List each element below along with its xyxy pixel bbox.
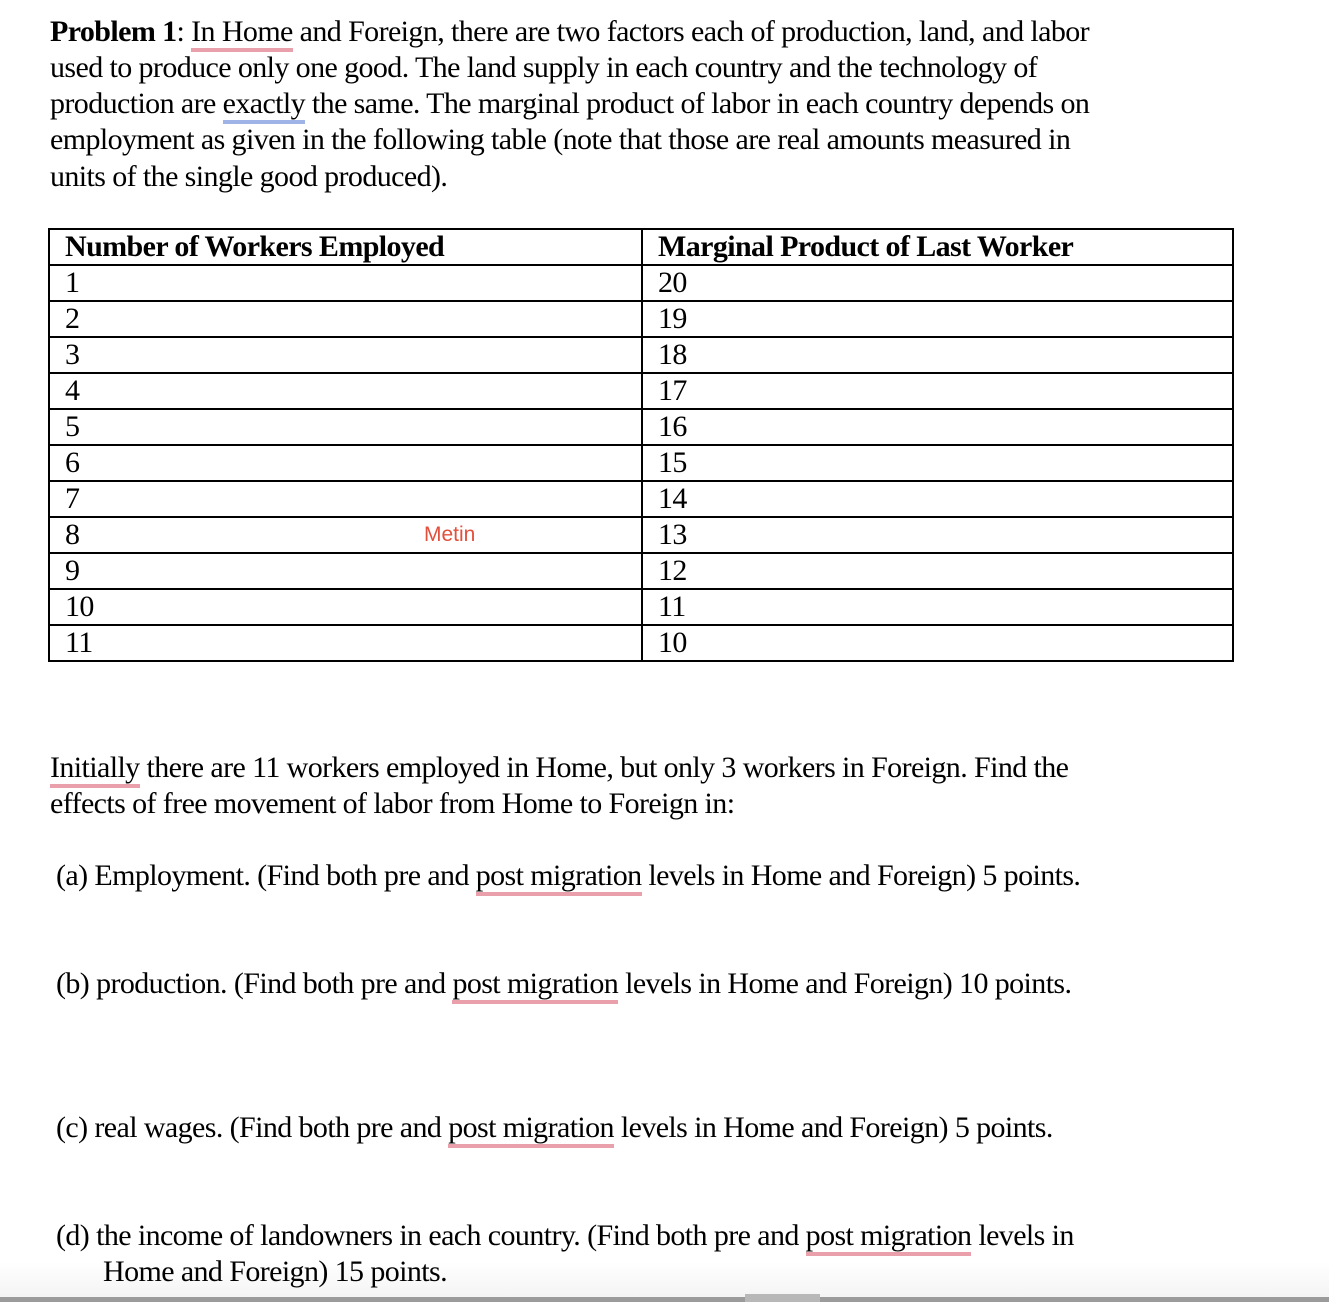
workers-value: 3 <box>65 338 80 371</box>
text: the same. The marginal product of labor in each country depends on <box>305 87 1090 120</box>
workers-value: 1 <box>65 266 80 299</box>
marginal-product-cell: 16 <box>642 409 1233 445</box>
workers-cell <box>49 481 642 517</box>
workers-cell <box>49 625 642 661</box>
text: levels in Home and Foreign) 5 points. <box>613 1111 1053 1144</box>
text: : <box>176 15 192 48</box>
table-row <box>49 481 1233 517</box>
workers-cell <box>49 589 642 625</box>
spellcheck-underlined-text[interactable]: In Home <box>191 15 293 52</box>
table-header-row <box>49 229 1233 265</box>
table-row <box>49 373 1233 409</box>
workers-value: 8 <box>65 518 80 551</box>
table-row <box>49 553 1233 589</box>
text: and Foreign, there are two factors each of production, land, and labor <box>292 15 1090 48</box>
intro-line-4: employment as given in the following table (note that those are real amounts measured in <box>50 123 1071 156</box>
workers-value: 7 <box>65 482 80 515</box>
marginal-product-cell: 14 <box>642 481 1233 517</box>
table-row <box>49 409 1233 445</box>
spellcheck-underlined-text[interactable]: post migration <box>806 1219 972 1256</box>
spellcheck-underlined-text[interactable]: Initially <box>50 751 140 788</box>
intro-line-2: used to produce only one good. The land supply in each country and the technology of <box>50 51 1038 84</box>
workers-cell <box>49 265 642 301</box>
workers-cell <box>49 517 642 553</box>
text: levels in <box>971 1219 1074 1252</box>
grammar-underlined-text[interactable]: exactly <box>223 87 305 124</box>
table-row <box>49 589 1233 625</box>
marginal-product-cell: 13 <box>642 517 1233 553</box>
followup-line-2: effects of free movement of labor from Home to Foreign in: <box>50 787 735 820</box>
header-marginal-product: Marginal Product of Last Worker <box>642 229 1233 265</box>
workers-cell <box>49 409 642 445</box>
intro-line-1 <box>50 14 1089 50</box>
annotation-text: Metin <box>424 523 476 546</box>
workers-cell <box>49 553 642 589</box>
question-b <box>56 966 1071 1002</box>
spellcheck-underlined-text[interactable]: post migration <box>476 859 642 896</box>
question-d <box>56 1218 1074 1254</box>
marginal-product-cell: 10 <box>642 625 1233 661</box>
table-row <box>49 517 1233 553</box>
question-d-continued: Home and Foreign) 15 points. <box>103 1255 447 1288</box>
marginal-product-cell: 20 <box>642 265 1233 301</box>
text: (b) production. (Find both pre and <box>56 967 453 1000</box>
marginal-product-cell: 15 <box>642 445 1233 481</box>
question-c <box>56 1110 1053 1146</box>
table-row <box>49 625 1233 661</box>
text: levels in Home and Foreign) 5 points. <box>641 859 1081 892</box>
spellcheck-underlined-text[interactable]: post migration <box>452 967 618 1004</box>
text: levels in Home and Foreign) 10 points. <box>618 967 1072 1000</box>
workers-value: 2 <box>65 302 80 335</box>
text: (a) Employment. (Find both pre and <box>56 859 476 892</box>
header-workers: Number of Workers Employed <box>49 229 642 265</box>
workers-value: 5 <box>65 410 80 443</box>
text: production are <box>50 87 223 120</box>
table-row <box>49 445 1233 481</box>
table-row <box>49 265 1233 301</box>
marginal-product-cell: 11 <box>642 589 1233 625</box>
scrollbar-thumb[interactable] <box>745 1294 820 1302</box>
horizontal-scrollbar[interactable] <box>0 1297 1329 1302</box>
spellcheck-underlined-text[interactable]: post migration <box>448 1111 614 1148</box>
marginal-product-cell: 19 <box>642 301 1233 337</box>
text: (d) the income of landowners in each country. (Find both pre and <box>56 1219 806 1252</box>
marginal-product-cell: 12 <box>642 553 1233 589</box>
intro-line-3 <box>50 86 1089 122</box>
workers-value: 6 <box>65 446 80 479</box>
workers-value: 10 <box>65 590 94 623</box>
marginal-product-cell: 18 <box>642 337 1233 373</box>
question-a <box>56 858 1080 894</box>
table-row <box>49 301 1233 337</box>
workers-cell <box>49 337 642 373</box>
table-row <box>49 337 1233 373</box>
workers-value: 4 <box>65 374 80 407</box>
marginal-product-table <box>48 228 1234 662</box>
intro-line-5: units of the single good produced). <box>50 160 448 193</box>
followup-line-1 <box>50 750 1068 786</box>
problem-label: Problem 1 <box>50 15 177 48</box>
workers-value: 9 <box>65 554 80 587</box>
text: (c) real wages. (Find both pre and <box>56 1111 449 1144</box>
workers-cell <box>49 445 642 481</box>
workers-cell <box>49 301 642 337</box>
workers-cell <box>49 373 642 409</box>
workers-value: 11 <box>65 626 93 659</box>
marginal-product-cell: 17 <box>642 373 1233 409</box>
text: there are 11 workers employed in Home, but only 3 workers in Foreign. Find the <box>139 751 1069 784</box>
